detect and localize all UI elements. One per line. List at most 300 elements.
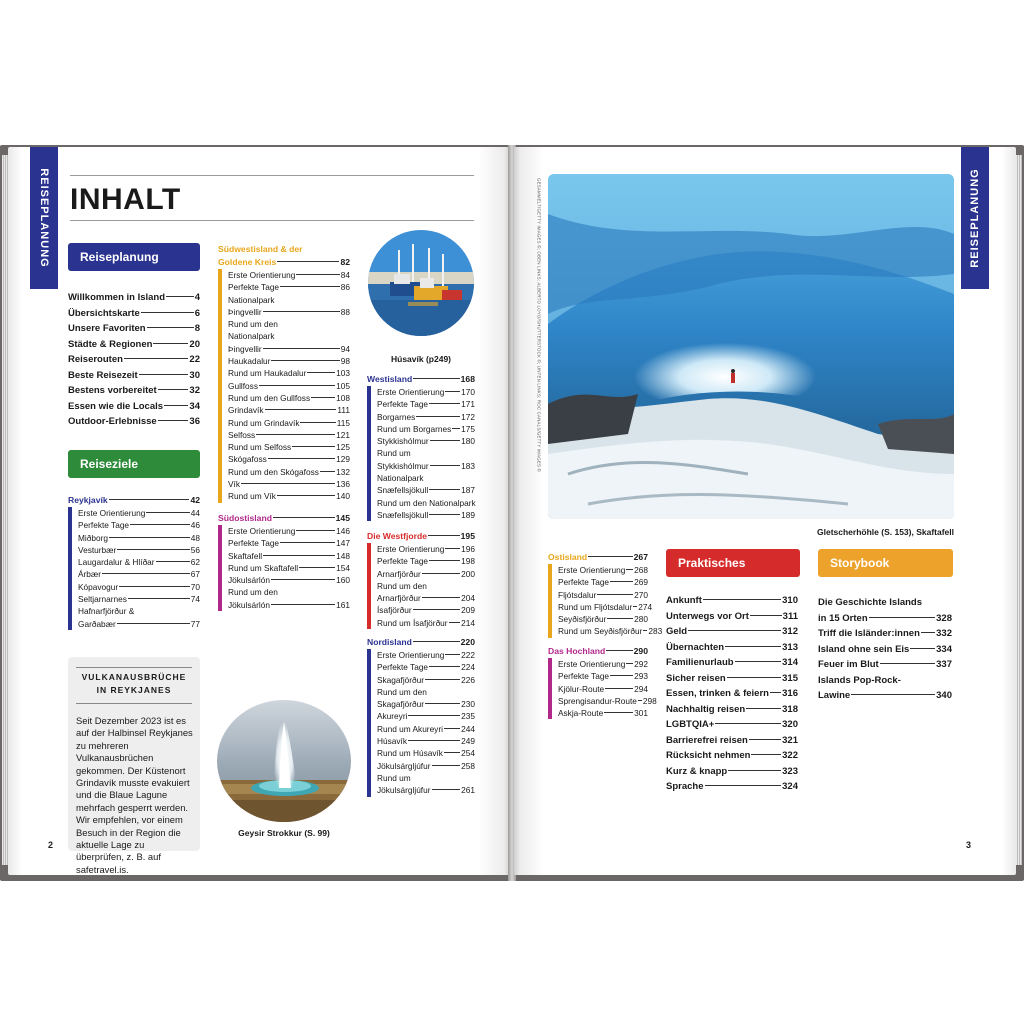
toc-entry[interactable] [666, 640, 798, 656]
nordisland-heading[interactable] [367, 636, 475, 649]
toc-entry-page: 280 [634, 614, 648, 625]
toc-leader [296, 274, 339, 275]
toc-entry-title: Skógafoss [228, 454, 267, 465]
toc-entry-page: 115 [336, 417, 350, 428]
toc-leader [296, 530, 335, 531]
toc-entry[interactable] [377, 686, 475, 698]
toc-entry[interactable] [818, 642, 952, 658]
toc-entry-title: Rund um den [377, 580, 427, 591]
toc-entry-title: Vesturbær [78, 544, 117, 555]
toc-entry-title: Rund um Borgarnes [377, 423, 452, 434]
toc-entry[interactable] [666, 655, 798, 671]
hochland-title: Das Hochland [548, 646, 606, 656]
toc-entry[interactable] [68, 352, 200, 368]
toc-entry-title: Skagafjörður [377, 699, 425, 710]
toc-entry[interactable] [228, 404, 350, 416]
toc-entry[interactable] [558, 576, 648, 588]
toc-entry[interactable] [228, 586, 350, 598]
geysir-image [217, 700, 351, 822]
toc-entry[interactable] [228, 574, 350, 586]
toc-entry-page: 36 [189, 416, 200, 427]
suedwest-page: 82 [340, 257, 350, 267]
photo-credit-text: GESAMMELT/GETTY IMAGES ©; OBEN LINKS: ALBERTO LOYO/SHUTTERSTOCK ©; UNTEN LINKS: ROC CANALS/GETTY IMAGES © [536, 178, 542, 472]
toc-entry-page: 324 [782, 781, 798, 792]
toc-entry[interactable] [666, 779, 798, 795]
toc-entry-page: 183 [461, 460, 475, 471]
toc-entry[interactable] [78, 507, 200, 519]
toc-leader [153, 343, 188, 344]
toc-entry[interactable] [228, 269, 350, 281]
toc-leader [280, 286, 340, 287]
toc-entry[interactable] [228, 562, 350, 574]
toc-entry-page: 147 [336, 538, 350, 549]
toc-leader [749, 739, 781, 740]
toc-entry[interactable] [228, 281, 350, 293]
sidebar-text: Seit Dezember 2023 ist es auf der Halbinsel Reykjanes zu mehreren Vulkanausbrüchen gekommen. Der Küstenort Grindavík musste evakuiert und die Blaue Lagune mehrfach gesperrt werden. Wir empfehlen, vor einem Besuch in der Region die aktuelle Lage zu überprüfen, z. B. auf safetravel.is. [76, 715, 193, 875]
toc-entry-title: Rund um Vík [228, 491, 276, 502]
toc-entry-page: 20 [189, 338, 200, 350]
toc-entry[interactable] [818, 657, 952, 673]
toc-entry[interactable] [228, 537, 350, 549]
toc-leader [725, 646, 781, 647]
toc-leader [444, 728, 460, 729]
toc-entry[interactable] [377, 592, 475, 604]
ostisland-heading[interactable] [548, 551, 648, 564]
left-page [8, 147, 510, 875]
toc-entry[interactable] [228, 294, 350, 306]
toc-entry[interactable] [68, 337, 200, 353]
toc-entry-page: 121 [336, 429, 350, 440]
toc-entry[interactable] [666, 702, 798, 718]
toc-entry[interactable] [377, 649, 475, 661]
toc-entry[interactable] [377, 497, 475, 509]
toc-entry[interactable] [558, 707, 648, 719]
toc-leader [156, 561, 190, 562]
toc-entry-title: Perfekte Tage [558, 577, 610, 588]
toc-entry[interactable] [558, 670, 648, 682]
reykjavik-heading[interactable] [68, 494, 200, 507]
toc-entry-page: 322 [782, 750, 798, 761]
toc-entry[interactable] [228, 441, 350, 453]
toc-leader [445, 548, 460, 549]
toc-entry[interactable] [228, 306, 350, 318]
toc-entry-page: 98 [340, 356, 350, 367]
toc-entry-title: Die Geschichte Islands [818, 597, 923, 608]
toc-leader [750, 615, 782, 616]
toc-leader [130, 524, 190, 525]
toc-entry[interactable] [68, 383, 200, 399]
toc-entry[interactable] [666, 624, 798, 640]
toc-entry-page: 67 [190, 569, 200, 580]
toc-entry-title: Seltjarnarnes [78, 594, 127, 605]
toc-entry-page: 160 [336, 575, 350, 586]
toc-entry[interactable] [377, 747, 475, 759]
toc-entry-page: 214 [461, 617, 475, 628]
ostisland-title: Ostisland [548, 552, 588, 562]
section-tab-right [961, 147, 989, 289]
toc-entry-page: 161 [336, 599, 350, 610]
toc-entry-title: Jökulsárlón [228, 599, 270, 610]
toc-entry[interactable] [377, 423, 475, 435]
toc-leader [119, 586, 190, 587]
toc-leader [146, 512, 189, 513]
toc-leader [430, 465, 461, 466]
toc-entry[interactable] [68, 414, 200, 430]
toc-entry-title: Rund um Ísafjörður [377, 617, 448, 628]
toc-entry[interactable] [68, 399, 200, 415]
toc-entry[interactable] [377, 386, 475, 398]
sidebar-title: VULKANAUSBRÜCHE IN REYKJANES [81, 672, 187, 695]
toc-leader [610, 675, 633, 676]
toc-entry-page: 46 [190, 520, 200, 531]
toc-leader [746, 708, 781, 709]
toc-entry-title: Kjölur-Route [558, 683, 605, 694]
geysir-caption: Geysir Strokkur (S. 99) [238, 828, 330, 838]
toc-entry-page: 88 [340, 306, 350, 317]
toc-entry[interactable] [228, 330, 350, 342]
toc-entry-title: Willkommen in Island [68, 292, 166, 303]
toc-leader [770, 692, 781, 693]
toc-entry[interactable] [228, 343, 350, 355]
toc-entry[interactable] [228, 429, 350, 441]
toc-leader [425, 703, 460, 704]
reykjavik-section [68, 494, 200, 630]
suedwest-title-2: Goldene Kreis [218, 257, 277, 267]
toc-entry[interactable] [377, 617, 475, 629]
toc-entry-title: Rund um Grindavík [228, 417, 300, 428]
toc-entry-title: Nationalpark [377, 473, 424, 484]
toc-entry-page: 171 [461, 399, 475, 410]
toc-entry[interactable] [666, 671, 798, 687]
toc-entry-page: 323 [782, 765, 798, 777]
toc-leader [256, 434, 335, 435]
toc-entry[interactable] [377, 435, 475, 447]
toc-entry-page: 298 [642, 695, 657, 706]
toc-entry[interactable] [666, 717, 798, 733]
toc-leader [117, 549, 189, 550]
toc-entry[interactable] [377, 447, 475, 459]
toc-entry-title: Rund um den [228, 319, 278, 330]
westfjorde-page: 195 [460, 531, 475, 541]
toc-entry[interactable] [377, 568, 475, 580]
toc-entry-title: Rund um den [228, 587, 278, 598]
toc-entry-page: 261 [461, 785, 475, 796]
toc-entry-title: Perfekte Tage [558, 671, 610, 682]
toc-entry-page: 34 [189, 400, 200, 412]
toc-entry[interactable] [78, 556, 200, 568]
toc-entry-page: 316 [782, 688, 798, 699]
toc-entry-page: 328 [936, 612, 952, 624]
toc-leader [166, 296, 194, 297]
suedwest-heading-line1[interactable] [218, 243, 350, 256]
toc-entry-title: Familienurlaub [666, 657, 734, 668]
toc-entry-page: 32 [189, 385, 200, 396]
toc-entry-page: 301 [634, 708, 648, 719]
toc-entry[interactable] [78, 593, 200, 605]
toc-entry[interactable] [377, 472, 475, 484]
toc-entry[interactable] [818, 688, 952, 704]
toc-leader [610, 581, 633, 582]
toc-entry-title: Þingvellir [228, 343, 262, 354]
ostisland-list [548, 564, 663, 638]
toc-leader [102, 573, 190, 574]
toc-entry-page: 268 [634, 565, 648, 575]
toc-entry[interactable] [377, 509, 475, 521]
toc-entry[interactable] [558, 625, 663, 637]
toc-entry-page: 105 [336, 380, 350, 391]
toc-entry[interactable] [377, 398, 475, 410]
toc-entry-title: Erste Orientierung [78, 508, 146, 518]
westisland-heading[interactable] [367, 373, 475, 386]
toc-entry[interactable] [377, 772, 475, 784]
toc-entry[interactable] [78, 618, 200, 630]
toc-entry-page: 230 [461, 699, 475, 710]
toc-entry[interactable] [78, 581, 200, 593]
toc-leader [109, 537, 190, 538]
toc-entry[interactable] [228, 417, 350, 429]
toc-entry[interactable] [377, 698, 475, 710]
toc-entry-title: Rund um Haukadalur [228, 368, 307, 379]
toc-entry[interactable] [377, 674, 475, 686]
toc-entry-title: Bestens vorbereitet [68, 385, 157, 396]
westisland-title: Westisland [367, 374, 413, 384]
toc-entry[interactable] [228, 466, 350, 478]
toc-entry-title: Rund um Seyðisfjörður [558, 626, 643, 637]
toc-entry-title: Erste Orientierung [377, 387, 445, 397]
toc-leader [432, 789, 461, 790]
toc-entry-page: 4 [194, 292, 200, 303]
toc-entry-page: 270 [634, 589, 648, 600]
toc-leader [271, 604, 335, 605]
toc-leader [444, 752, 460, 753]
section-tab-label-right: REISEPLANUNG [969, 168, 981, 268]
toc-leader [307, 372, 335, 373]
toc-entry[interactable] [68, 290, 200, 306]
toc-entry-page: 293 [634, 671, 648, 682]
toc-entry-title: Rund um den Nationalpark [377, 497, 476, 508]
toc-entry-page: 226 [461, 674, 475, 685]
toc-entry[interactable] [228, 318, 350, 330]
toc-entry-title: Akureyri [377, 711, 408, 722]
toc-entry[interactable] [228, 453, 350, 465]
toc-leader [292, 446, 335, 447]
toc-leader [147, 327, 194, 328]
toc-entry[interactable] [666, 733, 798, 749]
toc-entry-title: Sprengisandur-Route [558, 695, 637, 706]
toc-entry[interactable] [78, 605, 200, 617]
toc-entry-title: Rund um Fljótsdalur [558, 601, 633, 612]
reykjavik-page: 42 [190, 495, 200, 505]
toc-entry[interactable] [377, 460, 475, 472]
toc-entry-page: 74 [190, 594, 200, 605]
suedwest-list [218, 269, 350, 503]
toc-entry[interactable] [558, 589, 648, 601]
toc-entry-title: Erste Orientierung [228, 526, 296, 536]
toc-entry[interactable] [558, 695, 657, 707]
toc-entry-page: 294 [634, 683, 648, 694]
toc-leader [416, 416, 460, 417]
toc-entry-title: Skaftafell [228, 550, 263, 561]
toc-entry[interactable] [377, 411, 475, 423]
toc-entry-title: Erste Orientierung [377, 544, 445, 554]
toc-entry[interactable] [818, 611, 952, 627]
sidebar-rule-top [76, 667, 192, 668]
toc-entry[interactable] [558, 613, 648, 625]
toc-entry[interactable] [666, 764, 798, 780]
toc-entry-title: Unterwegs vor Ort [666, 610, 749, 622]
suedost-page: 145 [335, 513, 350, 523]
toc-entry-title: Arnarfjörður [377, 568, 421, 579]
toc-entry-title: Stykkishólmur [377, 436, 429, 447]
toc-entry-page: 320 [782, 719, 798, 730]
westfjorde-heading[interactable] [367, 530, 475, 543]
toc-entry[interactable] [666, 593, 798, 609]
toc-entry-title: Árbær [78, 569, 102, 580]
toc-entry[interactable] [558, 564, 648, 576]
toc-entry-page: 56 [190, 544, 200, 555]
toc-entry[interactable] [228, 355, 350, 367]
ice-cave-image [548, 174, 954, 519]
toc-leader [880, 663, 935, 664]
toc-entry-page: 274 [638, 601, 653, 612]
toc-entry[interactable] [78, 532, 200, 544]
toc-entry-title: Nachhaltig reisen [666, 703, 746, 715]
toc-leader [921, 632, 935, 633]
toc-entry[interactable] [377, 760, 475, 772]
toc-entry-title: Städte & Regionen [68, 338, 153, 350]
toc-entry[interactable] [78, 519, 200, 531]
toc-entry[interactable] [666, 609, 798, 625]
husavik-caption: Húsavík (p249) [391, 354, 451, 364]
toc-entry-title: Gullfoss [228, 380, 258, 391]
toc-entry[interactable] [377, 555, 475, 567]
toc-entry-page: 209 [461, 605, 475, 616]
toc-entry-page: 180 [461, 436, 475, 447]
toc-entry[interactable] [818, 673, 952, 689]
toc-entry[interactable] [558, 683, 648, 695]
reiseplanung-header: Reiseplanung [68, 243, 200, 271]
toc-entry-title: Skagafjörður [377, 674, 425, 685]
toc-entry[interactable] [228, 478, 350, 490]
toc-entry[interactable] [818, 595, 952, 611]
toc-entry-page: 136 [336, 479, 350, 490]
toc-entry[interactable] [68, 368, 200, 384]
toc-entry-title: Nationalpark [228, 294, 275, 305]
toc-entry-page: 77 [190, 618, 200, 629]
toc-entry[interactable] [377, 580, 475, 592]
toc-entry[interactable] [68, 321, 200, 337]
toc-entry[interactable] [68, 306, 200, 322]
toc-entry-title: Islands Pop-Rock- [818, 674, 901, 686]
toc-entry[interactable] [377, 484, 475, 496]
toc-leader [300, 422, 335, 423]
toc-entry[interactable] [228, 392, 350, 404]
toc-entry-title: Perfekte Tage [377, 662, 429, 673]
toc-entry-title: Sicher reisen [666, 672, 726, 684]
toc-entry-page: 187 [461, 485, 475, 496]
toc-entry-title: Essen wie die Locals [68, 400, 164, 412]
toc-entry-title: Borgarnes [377, 411, 416, 422]
suedwest-heading-line2[interactable] [218, 256, 350, 269]
toc-leader [643, 630, 647, 631]
toc-entry-title: Perfekte Tage [78, 520, 130, 531]
toc-leader [851, 694, 935, 695]
toc-entry[interactable] [377, 661, 475, 673]
toc-entry[interactable] [228, 380, 350, 392]
toc-entry[interactable] [228, 599, 350, 611]
toc-entry[interactable] [228, 550, 350, 562]
toc-entry-title: Kurz & knapp [666, 765, 728, 777]
husavik-photo [368, 230, 474, 336]
toc-leader [735, 661, 782, 662]
toc-entry[interactable] [377, 710, 475, 722]
toc-entry[interactable] [666, 686, 798, 702]
toc-entry-title: Rund um Akureyri [377, 723, 443, 734]
toc-leader [263, 555, 335, 556]
toc-entry-title: Þingvellir [228, 306, 262, 317]
toc-entry[interactable] [78, 544, 200, 556]
toc-leader [604, 712, 633, 713]
toc-leader [124, 358, 189, 359]
toc-entry-title: Jökulsárlón [228, 575, 270, 586]
toc-leader [263, 311, 340, 312]
toc-entry[interactable] [228, 525, 350, 537]
toc-leader [263, 348, 340, 349]
toc-entry[interactable] [558, 658, 648, 670]
hochland-list [548, 658, 657, 719]
nordisland-page: 220 [460, 637, 475, 647]
toc-entry[interactable] [78, 568, 200, 580]
toc-entry[interactable] [377, 735, 475, 747]
toc-entry-title: Ankunft [666, 595, 702, 606]
toc-entry-title: Übersichtskarte [68, 307, 140, 319]
toc-leader [408, 715, 460, 716]
toc-entry-title: Rund um den [377, 686, 427, 697]
toc-entry-page: 283 [648, 626, 663, 637]
toc-entry[interactable] [818, 626, 952, 642]
toc-entry[interactable] [377, 604, 475, 616]
westfjorde-list [367, 543, 475, 629]
toc-leader [164, 405, 188, 406]
toc-entry[interactable] [666, 748, 798, 764]
page-number-left: 2 [48, 840, 54, 850]
toc-entry[interactable] [377, 543, 475, 555]
toc-leader [429, 514, 460, 515]
toc-leader [633, 606, 637, 607]
toc-leader [910, 648, 935, 649]
toc-entry[interactable] [377, 723, 475, 735]
toc-leader [271, 579, 335, 580]
toc-entry[interactable] [228, 367, 350, 379]
toc-entry[interactable] [377, 784, 475, 796]
toc-entry-page: 44 [190, 508, 200, 518]
toc-entry[interactable] [228, 490, 350, 502]
hochland-heading[interactable] [548, 645, 648, 658]
toc-leader [728, 770, 781, 771]
toc-entry[interactable] [558, 601, 653, 613]
toc-leader [268, 458, 335, 459]
toc-leader [128, 598, 190, 599]
toc-leader [277, 495, 335, 496]
toc-entry-page: 8 [194, 323, 200, 334]
toc-leader [265, 409, 337, 410]
toc-leader [626, 569, 633, 570]
toc-leader [158, 389, 189, 390]
suedost-section [218, 512, 350, 611]
suedost-heading[interactable] [218, 512, 350, 525]
toc-leader [638, 700, 642, 701]
toc-entry-title: Feuer im Blut [818, 659, 879, 670]
